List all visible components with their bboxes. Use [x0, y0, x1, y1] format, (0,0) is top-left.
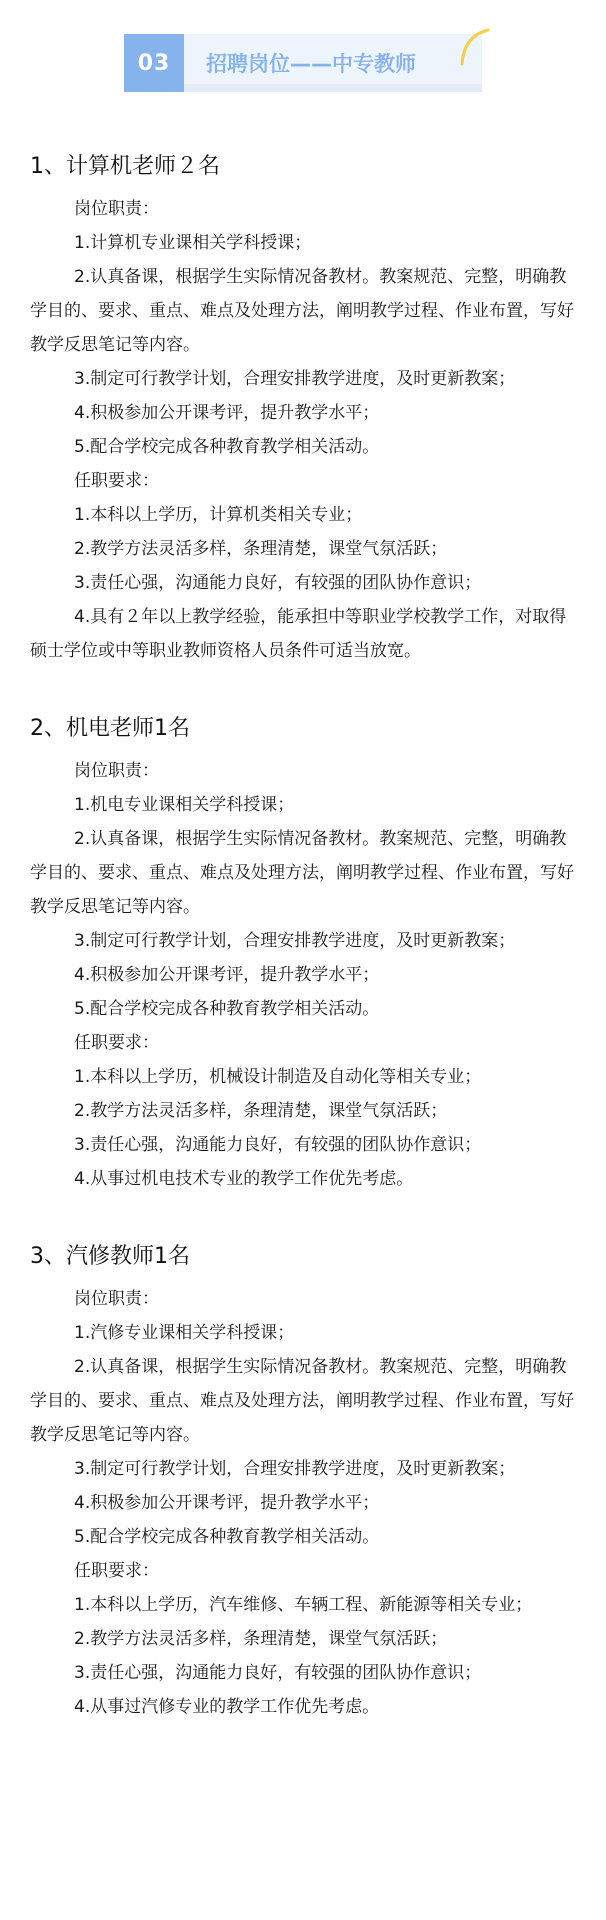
- requirement-item: 4.从事过机电技术专业的教学工作优先考虑。: [74, 1169, 414, 1189]
- job-title: 1、计算机老师２名: [30, 154, 220, 179]
- duty-heading: 岗位职责：: [74, 199, 159, 219]
- duty-item: 3.制定可行教学计划，合理安排教学进度，及时更新教案；: [74, 1459, 516, 1479]
- section-header: [124, 34, 482, 92]
- duty-item: 5.配合学校完成各种教育教学相关活动。: [74, 1527, 380, 1547]
- duty-item: 4.积极参加公开课考评，提升教学水平；: [74, 403, 380, 423]
- job-listing: [30, 150, 578, 1768]
- requirement-item: 3.责任心强，沟通能力良好，有较强的团队协作意识；: [74, 573, 482, 593]
- banner-title: 招聘岗位——中专教师: [206, 52, 416, 76]
- section-number: 03: [124, 34, 184, 92]
- job-title: 2、机电老师1名: [30, 716, 190, 741]
- duty-item: 5.配合学校完成各种教育教学相关活动。: [74, 437, 380, 457]
- duty-item: 1.机电专业课相关学科授课；: [74, 795, 295, 815]
- requirement-item: 2.教学方法灵活多样，条理清楚，课堂气氛活跃；: [74, 539, 448, 559]
- requirement-heading: 任职要求：: [74, 1561, 159, 1581]
- requirement-item: 2.教学方法灵活多样，条理清楚，课堂气氛活跃；: [74, 1629, 448, 1649]
- requirement-item: 1.本科以上学历，机械设计制造及自动化等相关专业；: [74, 1067, 482, 1087]
- decorative-arc-icon: [458, 26, 492, 66]
- duty-item: 1.汽修专业课相关学科授课；: [74, 1323, 295, 1343]
- duty-item: 3.制定可行教学计划，合理安排教学进度，及时更新教案；: [74, 369, 516, 389]
- job-section-computer: [30, 150, 578, 668]
- duty-item: 4.积极参加公开课考评，提升教学水平；: [74, 1493, 380, 1513]
- duty-item: 1.计算机专业课相关学科授课；: [74, 233, 312, 253]
- duty-item: 5.配合学校完成各种教育教学相关活动。: [74, 999, 380, 1019]
- duty-item: 2.认真备课，根据学生实际情况备教材。教案规范、完整，明确教学目的、要求、重点、难点及处理方法，阐明教学过程、作业布置，写好教学反思笔记等内容。: [30, 1357, 574, 1445]
- duty-item: 2.认真备课，根据学生实际情况备教材。教案规范、完整，明确教学目的、要求、重点、难点及处理方法，阐明教学过程、作业布置，写好教学反思笔记等内容。: [30, 829, 574, 917]
- duty-item: 4.积极参加公开课考评，提升教学水平；: [74, 965, 380, 985]
- duty-heading: 岗位职责：: [74, 761, 159, 781]
- requirement-item: 1.本科以上学历，计算机类相关专业；: [74, 505, 363, 525]
- duty-item: 2.认真备课，根据学生实际情况备教材。教案规范、完整，明确教学目的、要求、重点、难点及处理方法，阐明教学过程、作业布置，写好教学反思笔记等内容。: [30, 267, 574, 355]
- requirement-item: 3.责任心强，沟通能力良好，有较强的团队协作意识；: [74, 1663, 482, 1683]
- requirement-item: 4.具有２年以上教学经验，能承担中等职业学校教学工作，对取得硕士学位或中等职业教师资格人员条件可适当放宽。: [30, 607, 567, 661]
- duty-item: 3.制定可行教学计划，合理安排教学进度，及时更新教案；: [74, 931, 516, 951]
- requirement-item: 1.本科以上学历，汽车维修、车辆工程、新能源等相关专业；: [74, 1595, 533, 1615]
- job-title: 3、汽修教师1名: [30, 1244, 190, 1269]
- job-section-electromechanical: [30, 712, 578, 1196]
- requirement-item: 2.教学方法灵活多样，条理清楚，课堂气氛活跃；: [74, 1101, 448, 1121]
- requirement-item: 3.责任心强，沟通能力良好，有较强的团队协作意识；: [74, 1135, 482, 1155]
- requirement-heading: 任职要求：: [74, 471, 159, 491]
- banner-shade: [184, 84, 482, 92]
- requirement-item: 4.从事过汽修专业的教学工作优先考虑。: [74, 1697, 380, 1717]
- requirement-heading: 任职要求：: [74, 1033, 159, 1053]
- job-section-auto-repair: [30, 1240, 578, 1724]
- duty-heading: 岗位职责：: [74, 1289, 159, 1309]
- section-title-banner: [184, 34, 482, 92]
